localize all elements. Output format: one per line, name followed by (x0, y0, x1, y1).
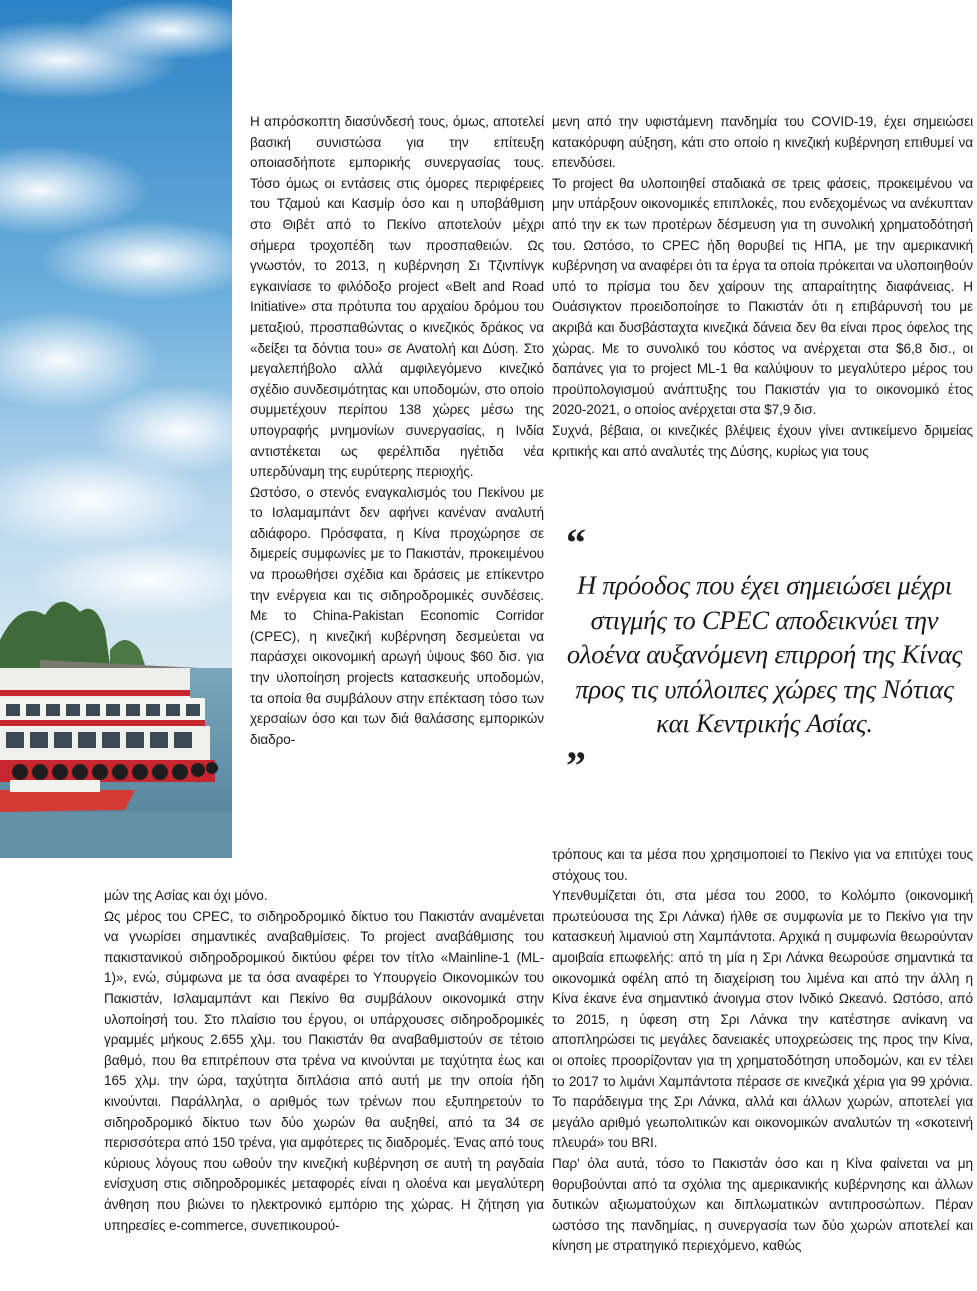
open-quote-mark: “ (566, 520, 586, 565)
paragraph: μών της Ασίας και όχι μόνο. (104, 888, 268, 903)
paragraph: Η απρόσκοπτη διασύνδεσή τους, όμως, αποτελεί βασική συνιστώσα για την επίτευξη οποιασδήποτε εμπορικής συνεργασίας τους. Τόσο όμως οι εντάσεις στις όμορες περιφέρειες του Τζαμού και Κασμίρ όσο και η υποβάθμιση στο Θιβέτ από το Πεκίνο αποτελούν μέχρι σήμερα τροχοπέδη των προσπαθειών. Ως γνωστόν, το 2013, η κυβέρνηση Σι Τζινπίνγκ εγκαινίασε το φιλόδοξο project «Belt and Road Initiative» στα πρότυπα του αρχαίου δρόμου του μεταξιού, προσπαθώντας ο κινεζικός δράκος να «δείξει τα δόντια του» σε Ανατολή και Δύση. Στο μεγαλεπήβολο αλλά αμφιλεγόμενο κινεζικό σχέδιο συνδεσιμότητας και υποδομών, στο οποίο συμμετέχουν περίπου 138 χώρες μέσω της υπογραφής μνημονίων συνεργασίας, η Ινδία αντιστέκεται ως φερέλπιδα ηγέτιδα νέα υπερδύναμη της ευρύτερης περιοχής. (250, 114, 544, 480)
close-quote-mark: ” (566, 742, 586, 788)
pull-quote (562, 520, 967, 788)
harbour-photo-graphic (0, 0, 232, 858)
article-column-1 (250, 112, 544, 750)
small-boat-cabin (10, 780, 100, 792)
pull-quote-text: Η πρόοδος που έχει σημειώσει μέχρι στιγμής το CPEC αποδεικνύει την ολοένα αυξανόμενη επιρροή της Κίνας προς τις υπόλοιπες χώρες της Νότιας και Κεντρικής Ασίας. (566, 570, 963, 738)
paragraph: Παρ' όλα αυτά, τόσο το Πακιστάν όσο και η Κίνα φαίνεται να μη θορυβούνται από τα σχόλια της αμερικανικής κυβέρνησης και άλλων δυτικών αξιωματούχων και διπλωματικών αντιπροσώπων. Πέραν ωστόσο της πανδημίας, η συνεργασία των δύο χωρών αποτελεί και κίνηση με στρατηγικό περιεχόμενο, καθώς (552, 1155, 973, 1254)
paragraph: Ως μέρος του CPEC, το σιδηροδρομικό δίκτυο του Πακιστάν αναμένεται να γνωρίσει σημαντικές αναβαθμίσεις. Το project αναβάθμισης του πακιστανικού σιδηροδρομικού δικτύου φέρει τον τίτλο «Mainline-1 (ML-1)», ενώ, σύμφωνα με τα όσα αναφέρει το Υπουργείο Οικονομικών του Πακιστάν, Ισλαμαμπάντ και Πεκίνο θα συμβάλουν οικονομικά στην υλοποίησή του. Στο πλαίσιο του έργου, οι υπάρχουσες σιδηροδρομικές γραμμές μήκους 2.655 χλμ. του Πακιστάν θα αναβαθμιστούν σε τέτοιο βαθμό, που θα επιτρέπουν στα τρένα να κινούνται με ταχύτητα έως και 165 χλμ. την ώρα, ταχύτητα διπλάσια από αυτή με την οποία ήδη κινούνται. Παράλληλα, ο αριθμός των τρένων που εξυπηρετούν το σιδηροδρομικό δίκτυο των δύο χωρών θα αυξηθεί, από τα 34 σε περισσότερα από 150 τρένα, για αμφότερες τις διαδρομές. Ένας από τους κύριους λόγους που ωθούν την κινεζική κυβέρνηση σε αυτή τη ραγδαία ενίσχυση στις σιδηροδρομικές μεταφορές είναι η ολοένα και μεγαλύτερη άνθηση που βιώνει το ηλεκτρονικό εμπόριο της χώρας. Η ζήτηση για υπηρεσίες e-commerce, συνεπικουρού- (104, 908, 544, 1233)
water-reflection (0, 812, 232, 858)
ferry-red-band (0, 720, 205, 726)
article-column-2-lower (552, 845, 973, 1257)
ferry-back-stripe (0, 690, 190, 696)
paragraph: μενη από την υφιστάμενη πανδημία του COVID-19, έχει σημειώσει κατακόρυφη αύξηση, κάτι στο οποίο η κινεζική κυβέρνηση επιθυμεί να επενδύσει. (552, 114, 973, 171)
paragraph: τρόπους και τα μέσα που χρησιμοποιεί το Πεκίνο για να επιτύχει τους στόχους του. (552, 847, 973, 883)
article-column-2 (552, 112, 973, 462)
harbour-photo (0, 0, 232, 858)
small-boat (0, 790, 135, 812)
paragraph: Συχνά, βέβαια, οι κινεζικές βλέψεις έχουν γίνει αντικείμενο δριμείας κριτικής και από αναλυτές της Δύσης, κυρίως για τους (552, 422, 973, 459)
article-column-1-lower (104, 886, 544, 1236)
paragraph: Υπενθυμίζεται ότι, στα μέσα του 2000, το Κολόμπο (οικονομική πρωτεύουσα της Σρι Λάνκα) ήλθε σε συμφωνία με το Πεκίνο για την κατασκευή λιμανιού στη Χαμπάντοτα. Αρχικά η συμφωνία θεωρούνταν αμοιβαία επωφελής: από τη μία η Σρι Λάνκα θεωρούσε σημαντικά τα οικονομικά οφέλη από τη διαχείριση του λιμένα και από την άλλη η Κίνα έκανε ένα σημαντικό άνοιγμα στον Ινδικό Ωκεανό. Ωστόσο, από το 2015, η ύφεση στη Σρι Λάνκα την κατέστησε ανίκανη να αποπληρώσει τις μεγάλες δανειακές υποχρεώσεις της προς την Κίνα, οι οποίες προορίζονταν για τη χρηματοδότηση υποδομών, και εν τέλει το 2017 το λιμάνι Χαμπάντοτα πέρασε σε κινεζικά χέρια για 99 χρόνια. Το παράδειγμα της Σρι Λάνκα, αλλά και άλλων χωρών, αποτελεί για μεγάλο αριθμό γεωπολιτικών και οικονομικών αναλυτών τη «σκοτεινή πλευρά» του BRI. (552, 888, 973, 1151)
paragraph: Ωστόσο, ο στενός εναγκαλισμός του Πεκίνου με το Ισλαμαμπάντ δεν αφήνει κανέναν αναλυτή αδιάφορο. Πρόσφατα, η Κίνα προχώρησε σε διμερείς συμφωνίες με το Πακιστάν, προκειμένου να προωθήσει σχέδια και δράσεις με επίκεντρο την ενέργεια και τις σιδηροδρομικές συνδέσεις. Με το China-Pakistan Economic Corridor (CPEC), η κινεζική κυβέρνηση δεσμεύεται να παράσχει οικονομική αρωγή ύψους $60 δισ. για την υλοποίηση projects κατασκευής υποδομών, τα οποία θα συμβάλουν στην επέκταση τόσο των χερσαίων όσο και των διά θαλάσσης εμπορικών διαδρο- (250, 484, 544, 747)
paragraph: Το project θα υλοποιηθεί σταδιακά σε τρεις φάσεις, προκειμένου να μην υπάρξουν οικονομικές επιπλοκές, που ενδεχομένως να ανέκυπταν από την εκ των προτέρων δέσμευση για τη συνολική χρηματοδότησή του. Ωστόσο, το CPEC ήδη θορυβεί τις ΗΠΑ, με την αμερικανική κυβέρνηση να αναφέρει ότι τα έργα τα οποία πρόκειται να υλοποιηθούν υπό το πρίσμα του δεν χαίρουν της απαραίτητης διαφάνειας. Η Ουάσιγκτον προειδοποίησε το Πακιστάν ότι η επιβάρυνσή του με ακριβά και δυσβάσταχτα κινεζικά δάνεια δεν θα είναι προς όφελος της χώρας. Με το συνολικό του κόστος να ανέρχεται στα $6,8 δισ., οι δαπάνες για το project ML-1 θα καλύψουν το μεγαλύτερο μέρος του προϋπολογισμού ανάπτυξης του Πακιστάν για το οικονομικό έτος 2020-2021, ο οποίος ανέρχεται στα $7,9 δισ. (552, 175, 973, 418)
